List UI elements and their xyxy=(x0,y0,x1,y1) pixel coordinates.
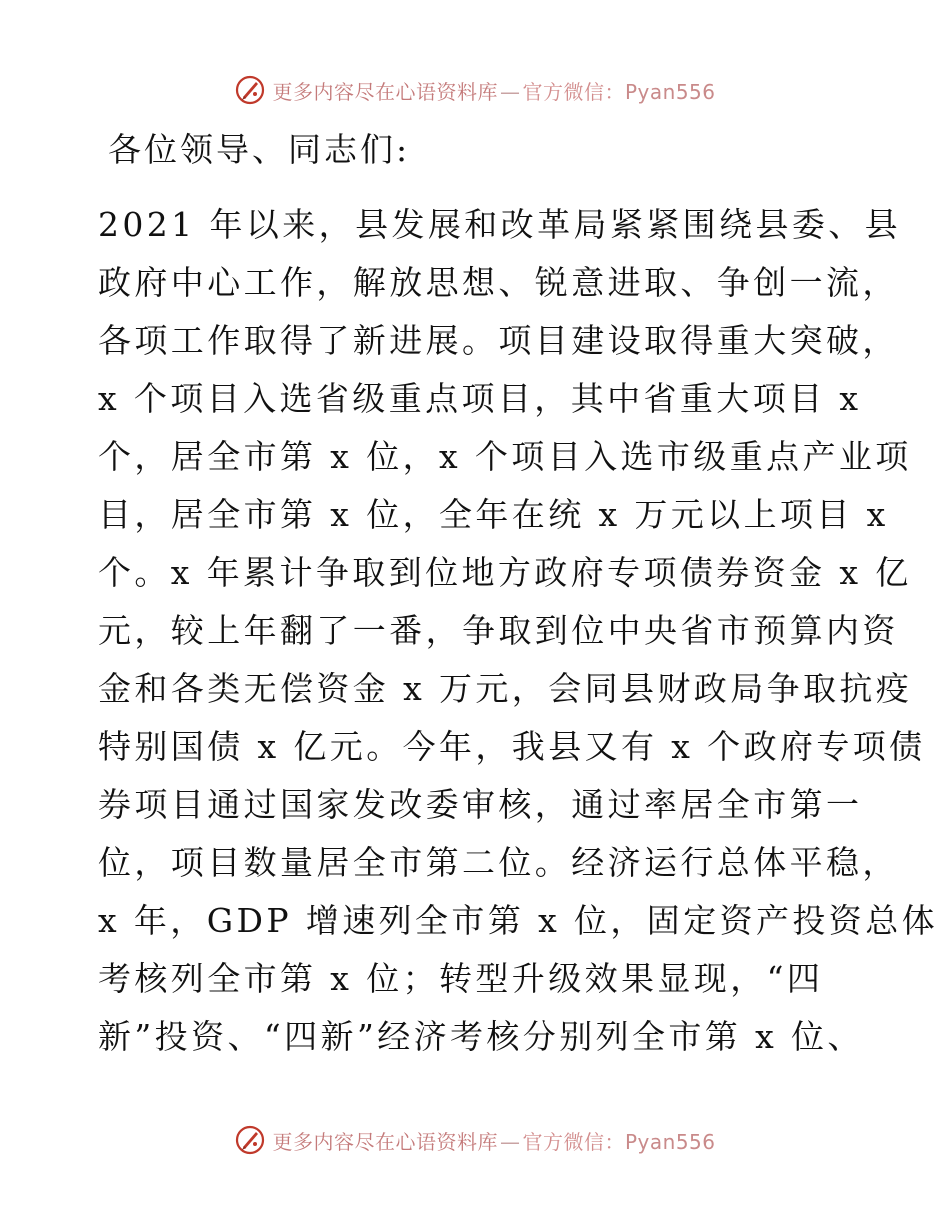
body-line: 金和各类无偿资金 x 万元，会同县财政局争取抗疫 xyxy=(98,669,913,708)
watermark-wechat-id: Pyan556 xyxy=(624,1129,716,1154)
body-line: 个，居全市第 x 位，x 个项目入选市级重点产业项 xyxy=(98,437,912,476)
quill-pen-logo-icon xyxy=(234,1124,266,1156)
body-line: 政府中心工作，解放思想、锐意进取、争创一流， xyxy=(98,263,899,302)
body-line: x 年，GDP 增速列全市第 x 位，固定资产投资总体 xyxy=(98,901,939,940)
watermark-dash: — xyxy=(499,79,521,104)
document-body xyxy=(98,196,939,1066)
body-line: 2021 年以来，县发展和改革局紧紧围绕县委、县 xyxy=(98,205,902,244)
watermark-official: 官方微信： xyxy=(522,79,625,104)
footer-watermark xyxy=(0,1120,950,1160)
watermark-official: 官方微信： xyxy=(522,1129,625,1154)
quill-pen-logo-icon xyxy=(234,74,266,106)
watermark-brand: 更多内容尽在心语资料库 xyxy=(272,79,498,104)
watermark-text xyxy=(272,1126,715,1155)
body-line: 特别国债 x 亿元。今年，我县又有 x 个政府专项债 xyxy=(98,727,926,766)
watermark-dash: — xyxy=(499,1129,521,1154)
body-line: 目，居全市第 x 位，全年在统 x 万元以上项目 x xyxy=(98,495,889,534)
body-line: 位，项目数量居全市第二位。经济运行总体平稳， xyxy=(98,843,899,882)
body-line: 各项工作取得了新进展。项目建设取得重大突破， xyxy=(98,321,899,360)
body-line: x 个项目入选省级重点项目，其中省重大项目 x xyxy=(98,379,862,418)
body-line: 元，较上年翻了一番，争取到位中央省市预算内资 xyxy=(98,611,899,650)
header-watermark xyxy=(0,70,950,110)
watermark-brand: 更多内容尽在心语资料库 xyxy=(272,1129,498,1154)
salutation: 各位领导、同志们: xyxy=(108,130,411,169)
body-line: 考核列全市第 x 位；转型升级效果显现，“四 xyxy=(98,959,824,998)
body-line: 个。x 年累计争取到位地方政府专项债券资金 x 亿 xyxy=(98,553,912,592)
body-line: 券项目通过国家发改委审核，通过率居全市第一 xyxy=(98,785,863,824)
body-line: 新”投资、“四新”经济考核分别列全市第 x 位、 xyxy=(98,1017,864,1056)
watermark-text xyxy=(272,76,715,105)
watermark-wechat-id: Pyan556 xyxy=(624,79,716,104)
